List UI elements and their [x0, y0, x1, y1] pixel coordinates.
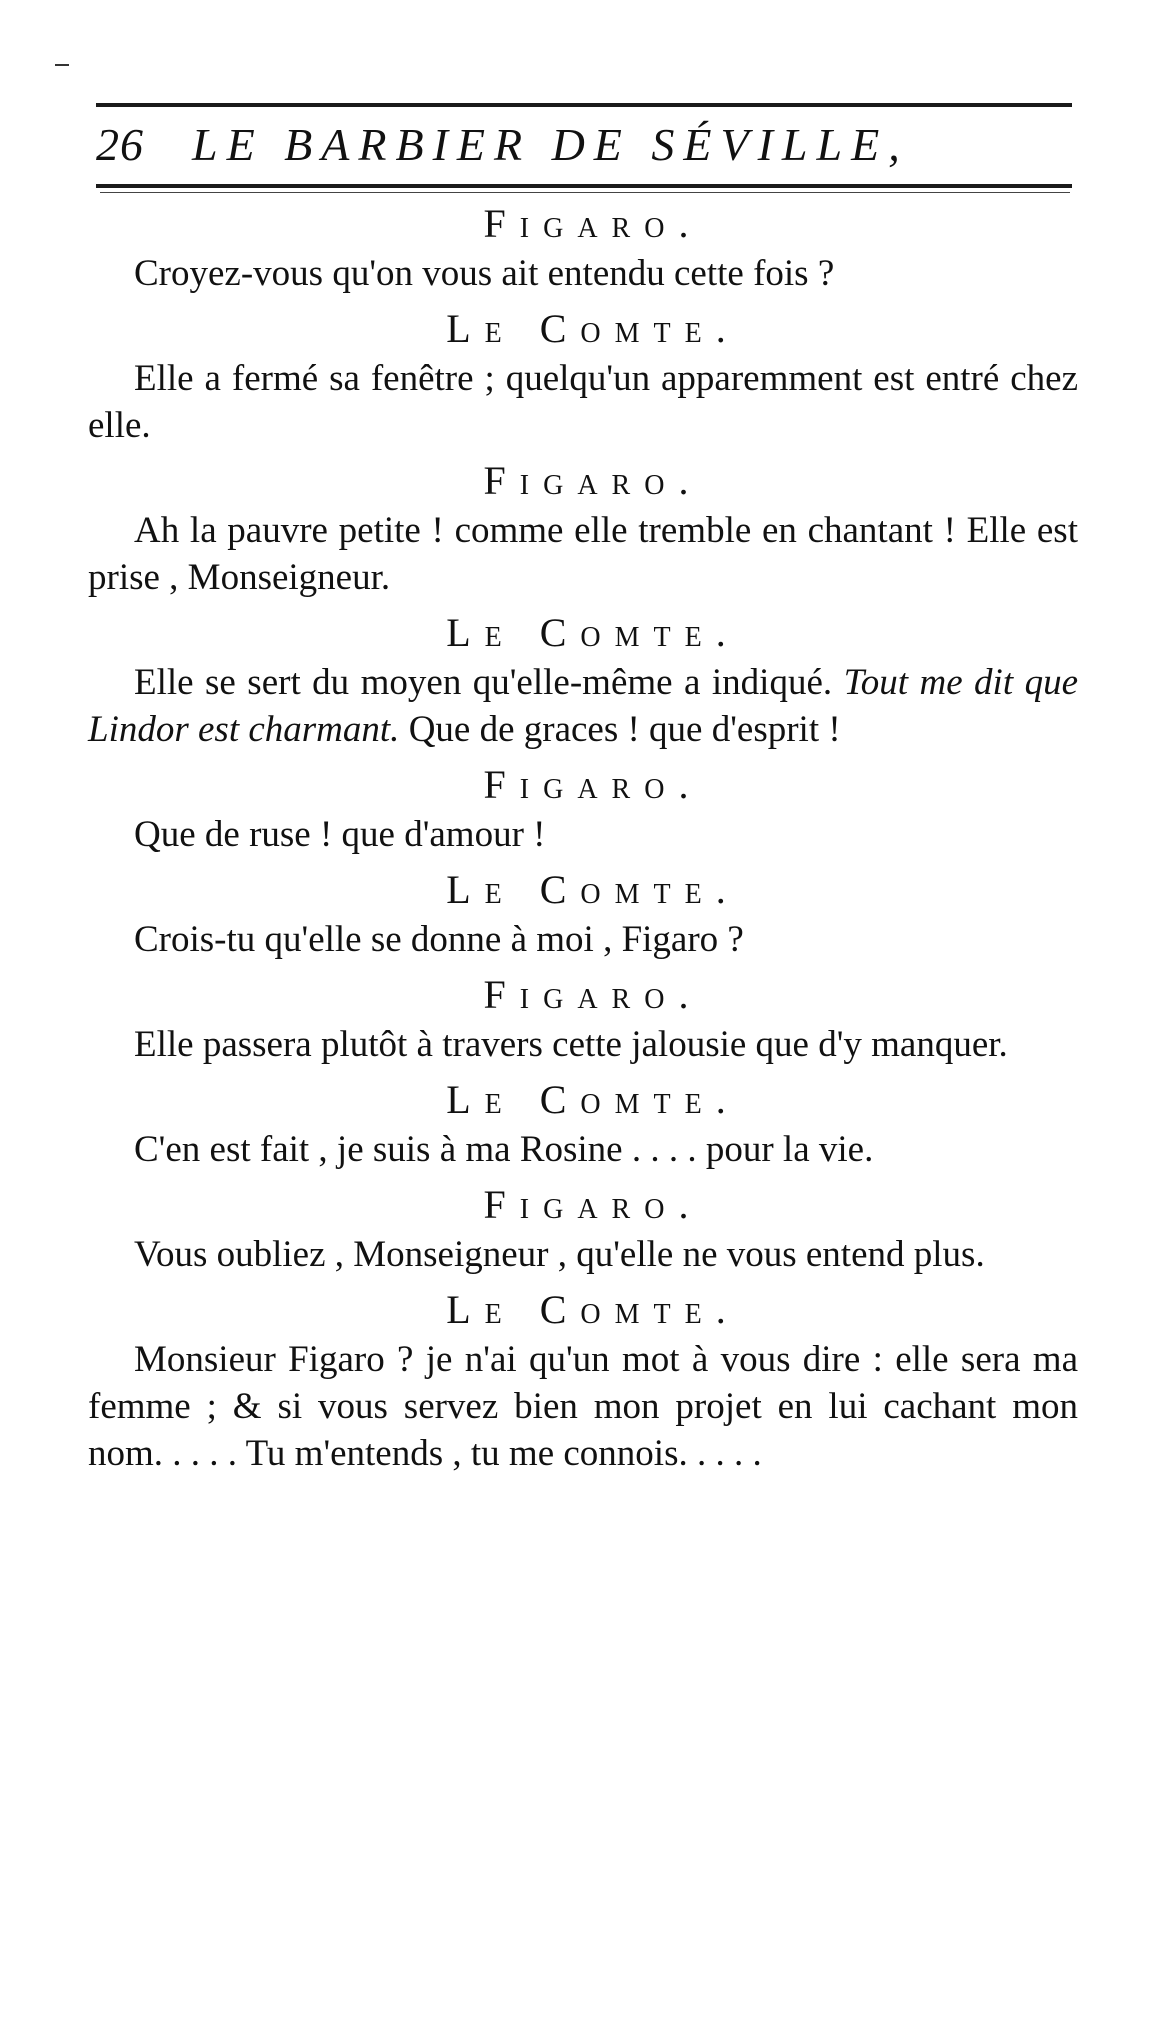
header-rule-bottom-thin: [100, 192, 1070, 193]
dialogue-block: [88, 1284, 1078, 1477]
speech-italic-quote: Tout me dit que Lindor est charmant.: [88, 662, 1078, 750]
speech-line: Ah la pauvre petite ! comme elle tremble en chantant ! Elle est prise , Monseigneur.: [88, 510, 1078, 598]
speaker-name: Figaro.: [483, 972, 703, 1017]
margin-mark: [55, 64, 69, 66]
speaker-name: Figaro.: [483, 201, 703, 246]
speech-line: Crois-tu qu'elle se donne à moi , Figaro ?: [134, 919, 744, 960]
speech-line: Que de ruse ! que d'amour !: [134, 814, 546, 855]
page-header: [96, 110, 1072, 180]
speech-text: Elle se sert du moyen qu'elle-même a indiqué.: [134, 662, 844, 703]
dialogue-block: [88, 607, 1078, 753]
speaker-name: Le Comte.: [446, 1077, 740, 1122]
dialogue-block: [88, 1074, 1078, 1173]
speech-line: [88, 659, 1078, 753]
speaker-name: Le Comte.: [446, 867, 740, 912]
running-title: LE BARBIER DE SÉVILLE,: [192, 119, 909, 170]
speaker-name: Figaro.: [483, 458, 703, 503]
dialogue-block: [88, 198, 1078, 297]
speaker-name: Le Comte.: [446, 306, 740, 351]
speech-line: Elle passera plutôt à travers cette jalousie que d'y manquer.: [134, 1024, 1008, 1065]
speaker-name: Figaro.: [483, 1182, 703, 1227]
dialogue-block: [88, 864, 1078, 963]
speech-line: Monsieur Figaro ? je n'ai qu'un mot à vous dire : elle sera ma femme ; & si vous servez bien mon projet en lui cachant mon nom. . . . . Tu m'entends , tu me connois. . . . .: [88, 1339, 1078, 1474]
speech-line: C'en est fait , je suis à ma Rosine . . . . pour la vie.: [134, 1129, 874, 1170]
speaker-name: Le Comte.: [446, 610, 740, 655]
speaker-name: Figaro.: [483, 762, 703, 807]
page-number: 26: [96, 119, 144, 170]
speech-line: Croyez-vous qu'on vous ait entendu cette fois ?: [134, 253, 835, 294]
header-rule-bottom: [96, 184, 1072, 188]
dialogue-block: [88, 969, 1078, 1068]
dialogue-text: [88, 198, 1078, 1483]
speech-line: Vous oubliez , Monseigneur , qu'elle ne vous entend plus.: [134, 1234, 985, 1275]
speech-line: Elle a fermé sa fenêtre ; quelqu'un apparemment est entré chez elle.: [88, 358, 1078, 446]
header-rule-top: [96, 103, 1072, 107]
dialogue-block: [88, 759, 1078, 858]
dialogue-block: [88, 1179, 1078, 1278]
speech-text: Que de graces ! que d'esprit !: [399, 709, 841, 750]
speaker-name: Le Comte.: [446, 1287, 740, 1332]
dialogue-block: [88, 455, 1078, 601]
dialogue-block: [88, 303, 1078, 449]
